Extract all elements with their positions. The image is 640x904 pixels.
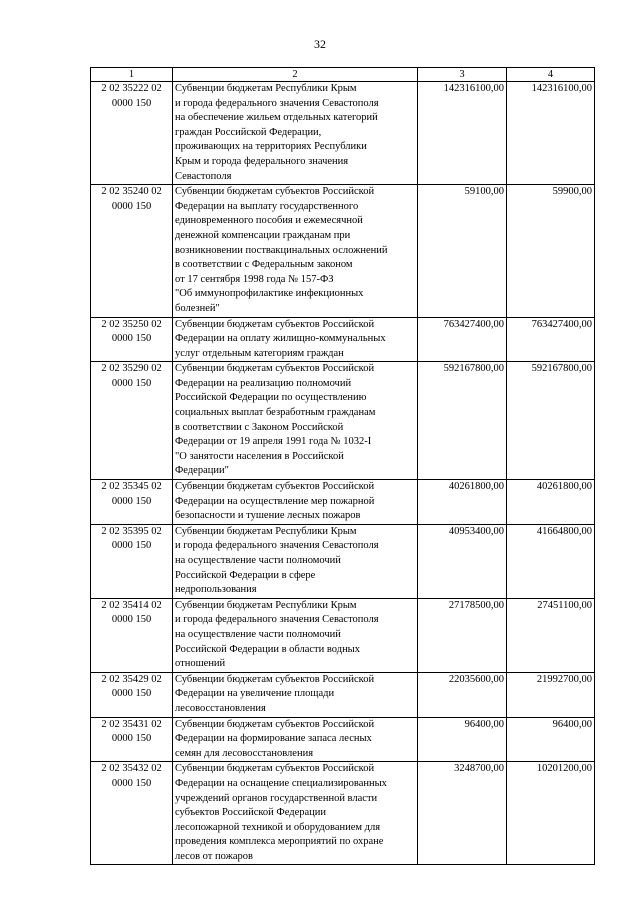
budget-code-cell	[91, 524, 173, 598]
description-cell	[173, 362, 418, 480]
amount-col-4-cell: 41664800,00	[507, 524, 595, 598]
budget-code-line: 2 02 35345 02	[101, 481, 162, 493]
description-line: Субвенции бюджетам Республики Крым	[175, 525, 357, 537]
budget-code-line: 0000 150	[111, 614, 152, 626]
description-line: Федерации на формирование запаса лесных	[175, 733, 372, 745]
table-row	[91, 362, 595, 480]
description-line: в соответствии с Законом Российской	[175, 421, 344, 433]
amount-col-3-cell: 22035600,00	[418, 672, 507, 717]
budget-code-cell	[91, 762, 173, 865]
amount-col-4-cell: 142316100,00	[507, 82, 595, 185]
description-line: на осуществление части полномочий	[175, 628, 341, 640]
budget-code-cell	[91, 185, 173, 317]
amount-col-4-cell: 763427400,00	[507, 317, 595, 362]
description-line: проведения комплекса мероприятий по охране	[175, 836, 384, 848]
description-cell	[173, 762, 418, 865]
amount-col-3-cell: 59100,00	[418, 185, 507, 317]
amount-col-3-cell: 27178500,00	[418, 598, 507, 672]
description-line: болезней"	[175, 302, 220, 314]
description-line: Российской Федерации в сфере	[175, 569, 316, 581]
description-line: Федерации на осуществление мер пожарной	[175, 495, 375, 507]
budget-code-line: 2 02 35429 02	[101, 673, 162, 685]
amount-col-4-cell: 592167800,00	[507, 362, 595, 480]
description-line: Субвенции бюджетам Республики Крым	[175, 83, 357, 94]
description-line: проживающих на территориях Республики	[175, 141, 367, 153]
description-line: Федерации на оплату жилищно-коммунальных	[175, 333, 386, 345]
description-line: безопасности и тушение лесных пожаров	[175, 510, 361, 522]
description-cell	[173, 480, 418, 525]
description-line: Субвенции бюджетам субъектов Российской	[175, 481, 375, 493]
header-col-4: 4	[507, 68, 595, 82]
budget-code-line: 0000 150	[111, 495, 152, 507]
budget-code-line: 0000 150	[111, 97, 152, 109]
amount-col-4-cell: 21992700,00	[507, 672, 595, 717]
header-col-3: 3	[418, 68, 507, 82]
budget-code-line: 2 02 35431 02	[101, 718, 162, 730]
budget-code-cell	[91, 362, 173, 480]
description-line: возникновении поствакцинальных осложнений	[175, 244, 388, 256]
description-cell	[173, 185, 418, 317]
budget-code-cell	[91, 598, 173, 672]
description-line: Севастополя	[175, 170, 232, 182]
description-line: Российской Федерации в области водных	[175, 643, 360, 655]
budget-code-line: 2 02 35395 02	[101, 525, 162, 537]
amount-col-3-cell: 763427400,00	[418, 317, 507, 362]
budget-code-line: 2 02 35240 02	[101, 186, 162, 198]
description-line: единовременного пособия и ежемесячной	[175, 215, 363, 227]
description-line: отношений	[175, 658, 226, 670]
description-cell	[173, 672, 418, 717]
header-col-2: 2	[173, 68, 418, 82]
description-cell	[173, 524, 418, 598]
description-line: и города федерального значения Севастополя	[175, 540, 379, 552]
table-body	[91, 68, 595, 865]
description-line: граждан Российской Федерации,	[175, 126, 322, 138]
description-line: Федерации на оснащение специализированных	[175, 777, 387, 789]
table-row	[91, 717, 595, 762]
budget-code-line: 0000 150	[111, 777, 152, 789]
description-line: Крым и города федерального значения	[175, 155, 349, 167]
amount-col-3-cell: 142316100,00	[418, 82, 507, 185]
description-line: лесов от пожаров	[175, 850, 253, 862]
table-row	[91, 598, 595, 672]
amount-col-4-cell: 96400,00	[507, 717, 595, 762]
description-line: на осуществление части полномочий	[175, 555, 341, 566]
description-line: от 17 сентября 1998 года № 157-ФЗ	[175, 273, 334, 285]
header-col-1: 1	[91, 68, 173, 82]
description-line: Субвенции бюджетам субъектов Российской	[175, 318, 375, 330]
description-line: денежной компенсации гражданам при	[175, 229, 351, 241]
table-row	[91, 82, 595, 185]
amount-col-3-cell: 592167800,00	[418, 362, 507, 480]
description-line: социальных выплат безработным гражданам	[175, 407, 376, 419]
description-line: Субвенции бюджетам Республики Крым	[175, 599, 357, 611]
description-line: Субвенции бюджетам субъектов Российской	[175, 363, 375, 375]
description-cell	[173, 317, 418, 362]
budget-code-line: 2 02 35432 02	[101, 763, 162, 775]
description-line: учреждений органов государственной власти	[175, 792, 378, 804]
budget-code-line: 0000 150	[111, 200, 152, 212]
budget-code-cell	[91, 317, 173, 362]
budget-code-cell	[91, 480, 173, 525]
table-row	[91, 672, 595, 717]
budget-code-line: 2 02 35414 02	[101, 599, 162, 611]
description-cell	[173, 82, 418, 185]
description-line: семян для лесовосстановления	[175, 747, 314, 759]
budget-code-cell	[91, 672, 173, 717]
description-line: Федерации на увеличение площади	[175, 688, 335, 700]
amount-col-3-cell: 40261800,00	[418, 480, 507, 525]
description-line: Субвенции бюджетам субъектов Российской	[175, 186, 375, 198]
budget-code-line: 0000 150	[111, 377, 152, 389]
table-row	[91, 480, 595, 525]
description-line: Российской Федерации по осуществлению	[175, 392, 367, 404]
description-line: "О занятости населения в Российской	[175, 450, 344, 462]
description-line: Федерации от 19 апреля 1991 года № 1032-I	[175, 436, 372, 448]
description-line: Федерации на выплату государственного	[175, 200, 359, 212]
budget-code-cell	[91, 82, 173, 185]
amount-col-4-cell: 40261800,00	[507, 480, 595, 525]
description-line: на обеспечение жильем отдельных категорий	[175, 112, 378, 124]
amount-col-3-cell: 3248700,00	[418, 762, 507, 865]
amount-col-3-cell: 40953400,00	[418, 524, 507, 598]
budget-code-line: 2 02 35290 02	[101, 363, 162, 375]
table-row	[91, 762, 595, 865]
description-cell	[173, 598, 418, 672]
description-line: услуг отдельным категориям граждан	[175, 347, 344, 359]
budget-code-cell	[91, 717, 173, 762]
description-line: недропользования	[175, 584, 257, 596]
amount-col-4-cell: 59900,00	[507, 185, 595, 317]
budget-code-line: 0000 150	[111, 540, 152, 552]
description-line: Федерации на реализацию полномочий	[175, 377, 352, 389]
amount-col-4-cell: 10201200,00	[507, 762, 595, 865]
budget-code-line: 0000 150	[111, 733, 152, 745]
description-line: и города федерального значения Севастополя	[175, 97, 379, 109]
description-line: лесопожарной техникой и оборудованием для	[175, 821, 381, 833]
budget-code-line: 0000 150	[111, 688, 152, 700]
budget-code-line: 2 02 35222 02	[101, 83, 162, 94]
description-line: Субвенции бюджетам субъектов Российской	[175, 763, 375, 775]
page-number: 32	[314, 37, 326, 51]
description-line: Субвенции бюджетам субъектов Российской	[175, 673, 375, 685]
description-cell	[173, 717, 418, 762]
header-row	[91, 68, 595, 82]
amount-col-4-cell: 27451100,00	[507, 598, 595, 672]
amount-col-3-cell: 96400,00	[418, 717, 507, 762]
table-row	[91, 524, 595, 598]
description-line: Субвенции бюджетам субъектов Российской	[175, 718, 375, 730]
table-row	[91, 317, 595, 362]
budget-table	[90, 67, 595, 865]
budget-code-line: 0000 150	[111, 333, 152, 345]
description-line: лесовосстановления	[175, 702, 266, 714]
budget-code-line: 2 02 35250 02	[101, 318, 162, 330]
description-line: субъектов Российской Федерации	[175, 807, 327, 819]
description-line: в соответствии с Федеральным законом	[175, 259, 353, 271]
description-line: и города федерального значения Севастополя	[175, 614, 379, 626]
description-line: "Об иммунопрофилактике инфекционных	[175, 288, 364, 300]
table-row	[91, 185, 595, 317]
description-line: Федерации"	[175, 465, 229, 477]
